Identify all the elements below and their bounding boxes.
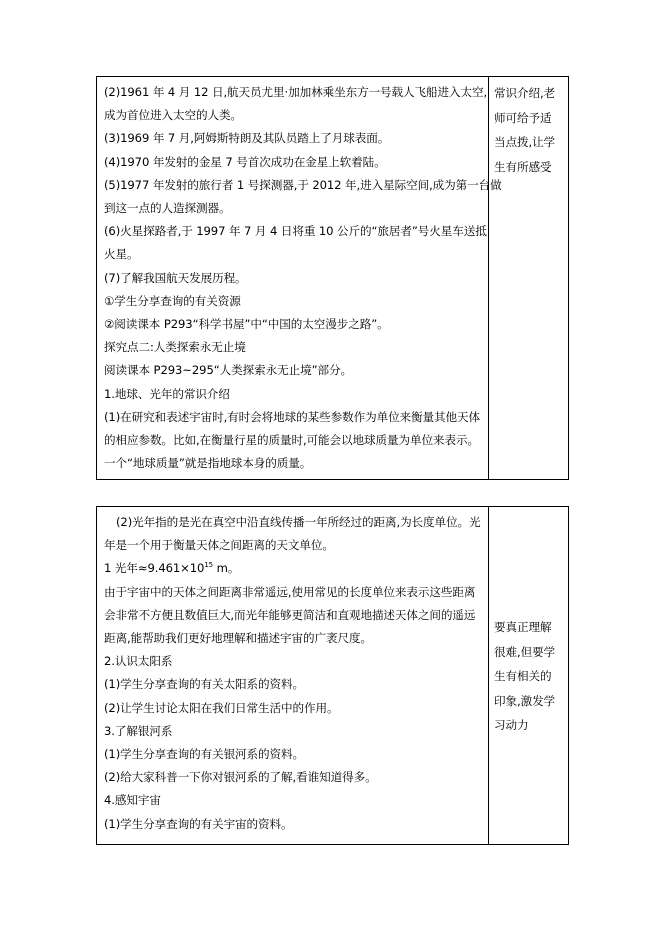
note-line: 习动力 [494,718,529,732]
lesson-table-2 [96,506,569,845]
formula-exponent: 15 [204,561,214,570]
text-line: 距离,能帮助我们更好地理解和描述宇宙的广袤尺度。 [104,631,372,646]
text-line: 阅读课本 P293~295“人类探索永无止境”部分。 [104,363,352,378]
note-line: 生有相关的 [494,669,552,683]
text-line: (7)了解我国航天发展历程。 [104,270,247,285]
text-line: 1.地球、光年的常识介绍 [104,386,230,401]
text-line: (2)1961 年 4 月 12 日,航天员尤里·加加林乘坐东方一号载人飞船进入太空, [104,85,488,99]
note-cell [489,507,569,845]
text-line: 由于宇宙中的天体之间距离非常遥远,使用常见的长度单位来表示这些距离 [104,584,476,599]
text-line: (2)光年指的是光在真空中沿直线传播一年所经过的距离,为长度单位。光 [116,515,481,529]
note-cell [489,77,569,480]
note-line: 生有所感受 [494,159,552,174]
text-line: (2)给大家科普一下你对银河系的了解,看谁知道得多。 [104,770,377,785]
note-line: 很难,但要学 [494,644,556,659]
text-line: 成为首位进入太空的人类。 [104,108,242,123]
note-line: 要真正理解 [494,620,552,634]
text-line: (1)在研究和表述宇宙时,有时会将地球的某些参数作为单位来衡量其他天体 [104,409,481,424]
text-line: ②阅读课本 P293“科学书屋”中“中国的太空漫步之路”。 [104,317,389,332]
note-line: 当点拨,让学 [494,135,556,149]
note-line: 师可给予适 [494,110,552,125]
light-year-formula [104,557,484,580]
text-line: 探究点二:人类探索永无止境 [104,340,246,355]
text-line: (1)学生分享查询的有关太阳系的资料。 [104,677,305,692]
text-line: (1)学生分享查询的有关银河系的资料。 [104,747,305,762]
formula-unit: m。 [213,561,240,576]
text-line: (1)学生分享查询的有关宇宙的资料。 [104,816,293,831]
text-line: 到这一点的人造探测器。 [104,201,231,216]
text-line: 2.认识太阳系 [104,654,173,669]
lesson-table-1 [96,76,569,480]
content-cell [97,77,502,480]
content-cell [97,507,489,845]
text-line: (2)让学生讨论太阳在我们日常生活中的作用。 [104,700,339,715]
text-line: (5)1977 年发射的旅行者 1 号探测器,于 2012 年,进入星际空间,成为第一台做 [104,177,502,192]
text-line: 4.感知宇宙 [104,793,161,808]
note-line: 常识介绍,老 [494,86,556,100]
text-line: 年是一个用于衡量天体之间距离的天文单位。 [104,538,334,553]
note-line: 印象,激发学 [494,693,556,708]
text-line: 一个“地球质量”就是指地球本身的质量。 [104,456,312,471]
text-line: 火星。 [104,247,139,262]
formula-base: 1 光年≈9.461×10 [104,561,205,576]
text-line: (6)火星探路者,于 1997 年 7 月 4 日将重 10 公斤的“旅居者”号火星车送抵 [104,224,487,239]
text-line: ①学生分享查询的有关资源 [104,293,241,308]
text-line: 3.了解银河系 [104,723,173,738]
text-line: 会非常不方便且数值巨大,而光年能够更简洁和直观地描述天体之间的遥远 [104,607,476,622]
text-line: (4)1970 年发射的金星 7 号首次成功在金星上软着陆。 [104,154,386,169]
text-line: 的相应参数。比如,在衡量行星的质量时,可能会以地球质量为单位来表示。 [104,433,479,448]
text-line: (3)1969 年 7 月,阿姆斯特朗及其队员踏上了月球表面。 [104,131,390,146]
